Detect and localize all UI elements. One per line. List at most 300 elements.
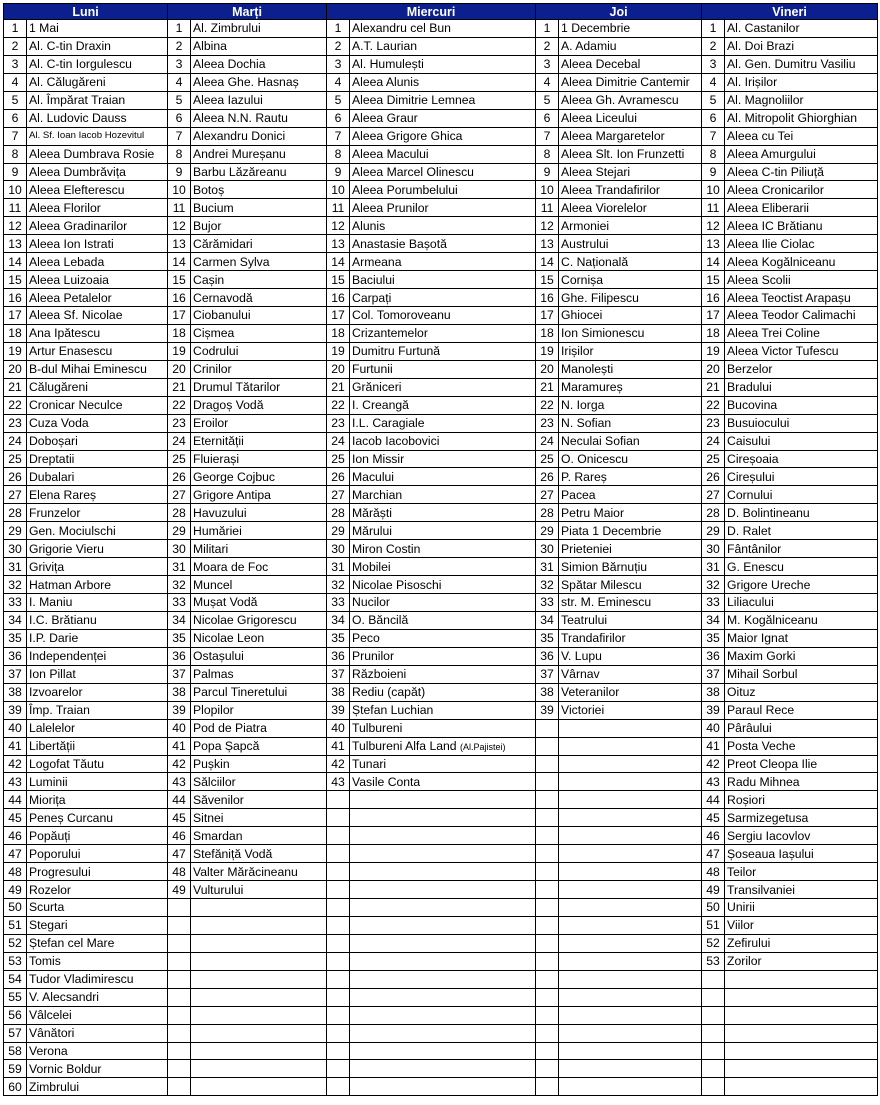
row-number-vineri: 13 [702,235,725,253]
street-label: Războieni [352,667,407,682]
row-number-vineri: 1 [702,20,725,38]
street-label: I.C. Brătianu [29,613,97,628]
street-name-joi [559,468,702,486]
street-name-luni [27,683,168,701]
street-name-luni [27,37,168,55]
row-number-joi: 25 [536,450,559,468]
street-name-luni [27,522,168,540]
empty-cell [350,863,536,881]
street-name-vineri [725,414,878,432]
row-number-luni: 18 [4,324,27,342]
row-number-vineri: 49 [702,881,725,899]
street-label: Elena Rareș [29,487,97,502]
empty-cell [191,1024,327,1042]
street-name-joi [559,199,702,217]
street-label: Drumul Tătarilor [193,380,281,395]
empty-cell [350,1024,536,1042]
street-name-miercuri [350,55,536,73]
table-row [4,952,878,970]
street-name-luni [27,1024,168,1042]
street-name-joi [559,253,702,271]
street-name-joi [559,486,702,504]
street-name-miercuri [350,414,536,432]
street-label: Rozelor [29,882,71,897]
street-name-vineri [725,683,878,701]
street-name-miercuri [350,486,536,504]
street-name-joi [559,665,702,683]
street-name-vineri [725,934,878,952]
empty-cell [559,970,702,988]
street-name-luni [27,163,168,181]
table-row [4,611,878,629]
row-number-vineri: 44 [702,791,725,809]
street-label: Doboșari [29,434,78,449]
street-name-luni [27,307,168,325]
empty-cell [536,952,559,970]
street-label: Macului [352,469,395,484]
row-number-marti: 36 [168,647,191,665]
street-label: Lalelelor [29,721,76,736]
street-name-vineri [725,647,878,665]
empty-cell [725,1078,878,1096]
row-number-marti: 26 [168,468,191,486]
street-name-luni [27,719,168,737]
empty-cell [559,845,702,863]
row-number-miercuri: 42 [327,755,350,773]
row-number-luni: 42 [4,755,27,773]
street-name-marti [191,324,327,342]
street-name-joi [559,378,702,396]
empty-cell [327,1078,350,1096]
empty-cell [191,934,327,952]
street-name-joi [559,558,702,576]
table-row [4,540,878,558]
street-name-marti [191,737,327,755]
street-name-miercuri [350,665,536,683]
street-name-luni [27,289,168,307]
street-label: Fântânilor [727,541,782,556]
row-number-luni: 31 [4,558,27,576]
row-number-joi: 15 [536,271,559,289]
street-label: Aleea Trei Coline [727,326,820,341]
street-name-marti [191,73,327,91]
street-label: Parcul Tineretului [193,685,288,700]
street-label: Aleea Eliberarii [727,200,809,215]
street-label: I. Maniu [29,595,73,610]
row-number-luni: 17 [4,307,27,325]
street-name-joi [559,73,702,91]
street-name-miercuri [350,629,536,647]
street-label: Ion Missir [352,451,405,466]
table-row [4,235,878,253]
street-name-luni [27,109,168,127]
row-number-marti: 27 [168,486,191,504]
street-name-marti [191,701,327,719]
row-number-miercuri: 6 [327,109,350,127]
empty-cell [350,1006,536,1024]
row-number-luni: 15 [4,271,27,289]
row-number-vineri: 46 [702,827,725,845]
street-label: Aleea Trandafirilor [561,182,660,197]
row-number-marti: 48 [168,863,191,881]
street-name-miercuri [350,360,536,378]
row-number-miercuri: 5 [327,91,350,109]
row-number-joi: 18 [536,324,559,342]
street-name-luni [27,324,168,342]
street-label: Baciului [352,272,395,287]
row-number-marti: 30 [168,540,191,558]
row-number-joi: 9 [536,163,559,181]
street-label: Cireșului [727,469,775,484]
street-name-marti [191,145,327,163]
empty-cell [536,899,559,917]
street-name-marti [191,881,327,899]
street-label: Zefirului [727,936,771,951]
empty-cell [559,934,702,952]
street-label: Maxim Gorki [727,649,796,664]
row-number-luni: 3 [4,55,27,73]
street-name-joi [559,217,702,235]
table-row [4,558,878,576]
street-label: Cărămidari [193,236,253,251]
street-label: D. Bolintineanu [727,505,810,520]
street-name-vineri [725,342,878,360]
row-number-miercuri: 1 [327,20,350,38]
street-label: Bradului [727,380,772,395]
row-number-vineri: 19 [702,342,725,360]
street-name-marti [191,522,327,540]
street-label: Botoș [193,182,225,197]
street-name-marti [191,827,327,845]
empty-cell [327,934,350,952]
street-label: Dubalari [29,469,75,484]
street-name-joi [559,91,702,109]
street-name-miercuri [350,594,536,612]
row-number-vineri: 53 [702,952,725,970]
street-label: Tomis [29,954,61,969]
row-number-marti: 13 [168,235,191,253]
empty-cell [725,970,878,988]
row-number-vineri: 34 [702,611,725,629]
empty-cell [702,1060,725,1078]
empty-cell [327,988,350,1006]
row-number-luni: 25 [4,450,27,468]
row-number-vineri: 38 [702,683,725,701]
street-label: Vâlcelei [29,1008,72,1023]
street-name-luni [27,414,168,432]
street-name-marti [191,540,327,558]
table-row [4,737,878,755]
row-number-luni: 32 [4,576,27,594]
row-number-marti: 21 [168,378,191,396]
street-name-miercuri [350,396,536,414]
table-row [4,845,878,863]
table-row [4,881,878,899]
row-number-miercuri: 29 [327,522,350,540]
empty-cell [350,827,536,845]
street-label: Ion Pillat [29,667,76,682]
street-label: Mărului [352,523,392,538]
table-row [4,594,878,612]
row-number-vineri: 31 [702,558,725,576]
row-number-vineri: 36 [702,647,725,665]
row-number-vineri: 29 [702,522,725,540]
empty-cell [327,1006,350,1024]
row-number-miercuri: 11 [327,199,350,217]
street-name-marti [191,468,327,486]
row-number-luni: 48 [4,863,27,881]
table-row [4,791,878,809]
street-label: Rediu (capăt) [352,685,426,700]
empty-cell [536,1024,559,1042]
street-name-luni [27,235,168,253]
row-number-vineri: 39 [702,701,725,719]
street-name-luni [27,773,168,791]
row-number-vineri: 18 [702,324,725,342]
street-name-marti [191,360,327,378]
street-label: Roșiori [727,792,765,807]
street-label: Aleea Scolii [727,272,791,287]
street-label: Aleea Luizoaia [29,272,109,287]
street-label: Aleea N.N. Rautu [193,111,288,126]
empty-cell [725,1060,878,1078]
street-name-marti [191,199,327,217]
empty-cell [559,863,702,881]
street-name-luni [27,342,168,360]
row-number-luni: 29 [4,522,27,540]
row-number-luni: 49 [4,881,27,899]
row-number-joi: 24 [536,432,559,450]
table-row [4,324,878,342]
street-label: Stegari [29,918,68,933]
street-name-joi [559,396,702,414]
street-name-vineri [725,450,878,468]
empty-cell [559,755,702,773]
street-name-luni [27,360,168,378]
table-row [4,127,878,145]
row-number-joi: 1 [536,20,559,38]
street-label: Fluierași [193,451,240,466]
street-name-vineri [725,755,878,773]
table-row [4,468,878,486]
street-name-joi [559,540,702,558]
street-label: Sitnei [193,810,224,825]
street-name-vineri [725,863,878,881]
row-number-vineri: 14 [702,253,725,271]
street-name-vineri [725,827,878,845]
street-label: Alexandru Donici [193,129,286,144]
row-number-vineri: 27 [702,486,725,504]
street-name-joi [559,576,702,594]
street-name-luni [27,881,168,899]
street-name-miercuri [350,109,536,127]
street-name-miercuri [350,20,536,38]
street-label: Barbu Lăzăreanu [193,164,287,179]
street-name-marti [191,91,327,109]
row-number-marti: 35 [168,629,191,647]
row-number-miercuri: 21 [327,378,350,396]
table-row [4,934,878,952]
street-label: Sarmizegetusa [727,810,809,825]
row-number-joi: 37 [536,665,559,683]
row-number-miercuri: 27 [327,486,350,504]
empty-cell [168,916,191,934]
empty-cell [559,1078,702,1096]
street-label: Aleea Decebal [561,57,641,72]
empty-cell [168,1042,191,1060]
row-number-luni: 58 [4,1042,27,1060]
row-number-joi: 5 [536,91,559,109]
empty-cell [702,1078,725,1096]
empty-cell [559,719,702,737]
empty-cell [702,970,725,988]
street-label: Aleea Prunilor [352,200,429,215]
row-number-joi: 27 [536,486,559,504]
row-number-vineri: 43 [702,773,725,791]
row-number-vineri: 28 [702,504,725,522]
street-name-marti [191,809,327,827]
empty-cell [559,827,702,845]
table-row [4,342,878,360]
row-number-marti: 14 [168,253,191,271]
empty-cell [168,899,191,917]
street-label: Vârnav [561,667,600,682]
street-name-vineri [725,791,878,809]
street-name-marti [191,253,327,271]
street-name-luni [27,271,168,289]
empty-cell [327,1060,350,1078]
row-number-vineri: 2 [702,37,725,55]
row-number-marti: 24 [168,432,191,450]
street-label: Teatrului [561,613,608,628]
empty-cell [725,1042,878,1060]
row-number-miercuri: 40 [327,719,350,737]
table-row [4,253,878,271]
empty-cell [350,970,536,988]
street-label: Peco [352,631,380,646]
street-label: Militari [193,541,229,556]
street-label: Împ. Traian [29,703,90,718]
row-number-joi: 12 [536,217,559,235]
row-number-marti: 31 [168,558,191,576]
row-number-marti: 7 [168,127,191,145]
street-name-luni [27,432,168,450]
street-name-luni [27,540,168,558]
street-name-marti [191,235,327,253]
row-number-luni: 14 [4,253,27,271]
street-name-marti [191,504,327,522]
street-name-marti [191,558,327,576]
row-number-vineri: 47 [702,845,725,863]
street-label: Crizantemelor [352,326,428,341]
row-number-luni: 26 [4,468,27,486]
street-name-vineri [725,665,878,683]
row-number-marti: 28 [168,504,191,522]
street-label: Aleea Alunis [352,75,420,90]
row-number-vineri: 52 [702,934,725,952]
street-label: Ștefan cel Mare [29,936,115,951]
row-number-vineri: 32 [702,576,725,594]
street-label: Iacob Iacobovici [352,434,440,449]
street-label: Al. Gen. Dumitru Vasiliu [727,57,856,72]
row-number-luni: 50 [4,899,27,917]
row-number-vineri: 45 [702,809,725,827]
empty-cell [536,791,559,809]
street-label: Aleea Dumbrava Rosie [29,147,155,162]
street-label: Ștefan Luchian [352,703,434,718]
street-name-joi [559,109,702,127]
row-number-joi: 7 [536,127,559,145]
row-number-vineri: 21 [702,378,725,396]
street-name-marti [191,647,327,665]
empty-cell [327,863,350,881]
row-number-marti: 18 [168,324,191,342]
row-number-luni: 51 [4,916,27,934]
street-label: Cornului [727,487,773,502]
street-name-vineri [725,701,878,719]
street-label: Maramureș [561,380,623,395]
street-name-marti [191,396,327,414]
street-name-marti [191,307,327,325]
row-number-luni: 20 [4,360,27,378]
row-number-marti: 40 [168,719,191,737]
street-name-joi [559,271,702,289]
street-label: Carmen Sylva [193,254,270,269]
street-label: Aleea Dimitrie Lemnea [352,93,476,108]
street-label: Bujor [193,218,222,233]
street-name-miercuri [350,611,536,629]
street-label: Al. Ludovic Dauss [29,111,127,126]
row-number-joi: 36 [536,647,559,665]
row-number-vineri: 23 [702,414,725,432]
street-name-luni [27,988,168,1006]
street-label: Artur Enasescu [29,344,113,359]
row-number-miercuri: 31 [327,558,350,576]
street-label: Nicolae Leon [193,631,265,646]
street-label: Dreptatii [29,451,75,466]
street-label: Maior Ignat [727,631,788,646]
row-number-vineri: 42 [702,755,725,773]
street-label: Trandafirilor [561,631,626,646]
street-label: Aleea Dochia [193,57,266,72]
street-name-marti [191,773,327,791]
street-label: Transilvaniei [727,882,795,897]
row-number-vineri: 3 [702,55,725,73]
street-label: Nucilor [352,595,390,610]
row-number-miercuri: 17 [327,307,350,325]
row-number-marti: 29 [168,522,191,540]
street-name-miercuri [350,127,536,145]
street-name-joi [559,181,702,199]
street-label: Aleea Florilor [29,200,101,215]
empty-cell [191,1060,327,1078]
street-name-joi [559,145,702,163]
empty-cell [327,881,350,899]
row-number-joi: 39 [536,701,559,719]
street-name-vineri [725,594,878,612]
street-name-miercuri [350,701,536,719]
row-number-joi: 29 [536,522,559,540]
street-name-luni [27,396,168,414]
row-number-marti: 45 [168,809,191,827]
street-name-joi [559,127,702,145]
street-label: I.P. Darie [29,631,79,646]
row-number-miercuri: 24 [327,432,350,450]
street-label: Al. Castanilor [727,21,800,36]
street-label: Al. Sf. Ioan Iacob Hozevitul [29,130,145,142]
street-label: Aleea Gradinarilor [29,218,128,233]
row-number-joi: 4 [536,73,559,91]
